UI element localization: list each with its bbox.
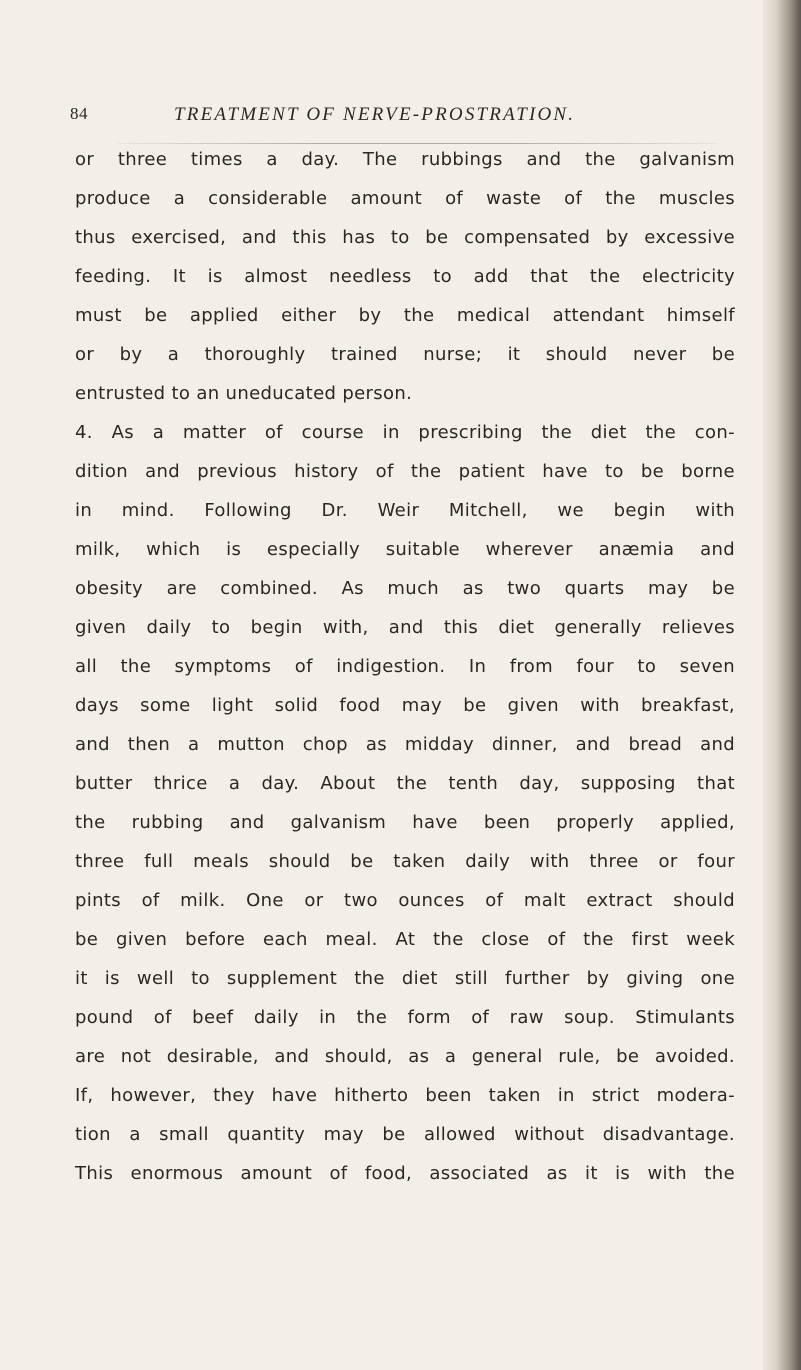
running-title: TREATMENT OF NERVE-PROSTRATION. (174, 104, 576, 125)
text-line: milk, which is especially suitable wherever anæmia and (75, 539, 735, 560)
text-line: thus exercised, and this has to be compensated by excessive (75, 227, 735, 248)
text-line: given daily to begin with, and this diet generally relieves (75, 617, 735, 638)
text-line: pound of beef daily in the form of raw soup. Stimulants (75, 1007, 735, 1028)
text-line: dition and previous history of the patient have to be borne (75, 461, 735, 482)
body-text (75, 140, 735, 1193)
text-line: it is well to supplement the diet still further by giving one (75, 968, 735, 989)
text-line: tion a small quantity may be allowed without disadvantage. (75, 1124, 735, 1145)
text-line: entrusted to an uneducated person. (75, 383, 413, 404)
page-number: 84 (70, 104, 88, 123)
text-line: 4. As a matter of course in prescribing the diet the con- (75, 422, 735, 443)
text-line: This enormous amount of food, associated as it is with the (75, 1163, 735, 1184)
text-line: must be applied either by the medical attendant himself (75, 305, 735, 326)
text-line: If, however, they have hitherto been taken in strict modera- (75, 1085, 735, 1106)
text-line: are not desirable, and should, as a general rule, be avoided. (75, 1046, 735, 1067)
text-line: the rubbing and galvanism have been properly applied, (75, 812, 735, 833)
book-gutter-shadow (763, 0, 801, 1370)
text-line: and then a mutton chop as midday dinner, and bread and (75, 734, 735, 755)
page-header (70, 104, 750, 134)
text-line: or by a thoroughly trained nurse; it should never be (75, 344, 735, 365)
text-line: obesity are combined. As much as two quarts may be (75, 578, 735, 599)
text-line: feeding. It is almost needless to add that the electricity (75, 266, 735, 287)
text-line: butter thrice a day. About the tenth day, supposing that (75, 773, 735, 794)
text-line: pints of milk. One or two ounces of malt extract should (75, 890, 735, 911)
text-line: all the symptoms of indigestion. In from four to seven (75, 656, 735, 677)
text-line: in mind. Following Dr. Weir Mitchell, we begin with (75, 500, 735, 521)
text-line: be given before each meal. At the close of the first week (75, 929, 735, 950)
text-line: or three times a day. The rubbings and the galvanism (75, 149, 735, 170)
text-line: three full meals should be taken daily with three or four (75, 851, 735, 872)
text-line: produce a considerable amount of waste of the muscles (75, 188, 735, 209)
text-line: days some light solid food may be given with breakfast, (75, 695, 735, 716)
